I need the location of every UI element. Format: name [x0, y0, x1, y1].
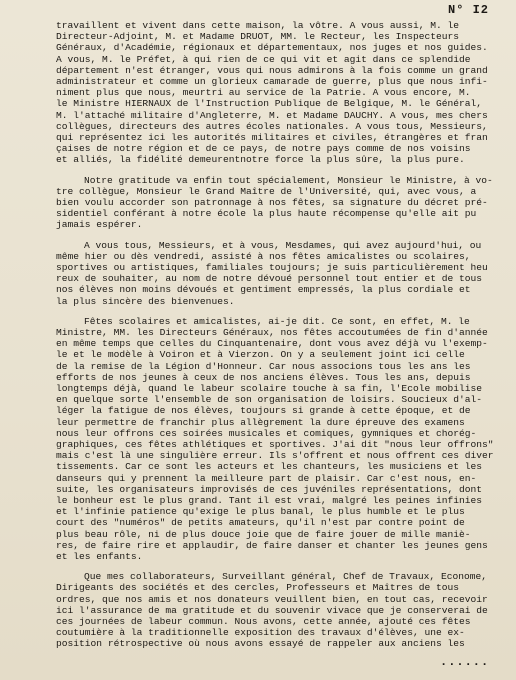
- text-line: en même temps que celles du Cinquantenaire, dont vous avez déjà vu l'exemp-: [56, 338, 488, 350]
- text-line: graphiques, ces fêtes athlétiques et sportives. J'ai dit "nous leur offrons": [56, 439, 494, 450]
- text-line: et l'infinie patience qu'exige le plus banal, le plus humble et le plus: [56, 506, 465, 518]
- text-line: reux de souhaiter, au nom de notre dévoué personnel tout entier et de tous: [56, 273, 483, 285]
- text-line: le bonheur est le plus grand. Tant il est vrai, malgré les peines infinies: [56, 495, 483, 506]
- text-line: suite, les organisateurs improvisés de ces juvéniles représentations, dont: [56, 483, 483, 495]
- text-line: tissements. Car ce sont les acteurs et les chanteurs, les musiciens et les: [56, 461, 483, 473]
- text-line: Dirigeants des sociétés et des cercles, Professeurs et Maîtres de tous: [56, 582, 460, 594]
- text-line: niment plus que nous, meurtri au service de la Patrie. A vous encore, M.: [56, 87, 471, 99]
- text-line: Ministre, MM. les Directeurs Généraux, nos fêtes accoutumées de fin d'année: [56, 327, 488, 338]
- text-line: département n'est étranger, vous qui nous admirons à la fois comme un grand: [56, 64, 488, 76]
- text-line: nos élèves non moins dévoués et gentiment empressés, la plus cordiale et: [56, 284, 471, 296]
- text-line: même hier ou dès vendredi, assisté à nos fêtes amicalistes ou scolaires,: [56, 250, 471, 262]
- text-line: de la remise de la Légion d'Honneur. Car nous associons tous les ans les: [56, 360, 471, 372]
- text-line: nous leur offrons ces soirées musicales et comiques, gymniques et chorég-: [56, 427, 477, 439]
- text-line: bien voulu accorder son patronnage à nos fêtes, sa signature du décret pré-: [56, 197, 488, 208]
- text-line: coutumière à la traditionnelle exposition des travaux d'élèves, une ex-: [56, 627, 465, 639]
- text-line: administrateur et comme un glorieux camarade de guerre, plus que nous infi-: [56, 76, 488, 87]
- text-line: et les enfants.: [56, 551, 143, 562]
- text-line: plus beau rôle, ni de plus douce joie que de faire jouer de mille maniè-: [56, 528, 471, 540]
- text-line: tre collègue, Monsieur le Grand Maître de l'Université, qui, avec vous, a: [56, 185, 477, 197]
- text-line: A vous tous, Messieurs, et à vous, Mesdames, qui avez aujourd'hui, ou: [84, 239, 482, 251]
- text-line: ici l'assurance de ma gratitude et du souvenir vivace que je conserverai de: [56, 604, 488, 616]
- text-line: sportives ou artistiques, familiales toujours; je suis particulièrement heu: [56, 262, 488, 273]
- text-line: Directeur-Adjoint, M. et Madame DRUOT, MM. le Recteur, les Inspecteurs: [56, 31, 460, 43]
- text-line: M. l'attaché militaire d'Angleterre, M. et Madame DAUCHY. A vous, mes chers: [56, 109, 488, 121]
- text-line: court des "numéros" de petits amateurs, qu'il n'est par contre point de: [56, 517, 465, 529]
- text-line: la plus sincère des bienvenues.: [56, 295, 235, 307]
- text-line: jamais espérer.: [56, 219, 143, 231]
- text-line: leur permettre de franchir plus allègrement la dure épreuve des examens: [56, 416, 465, 428]
- text-line: longtemps déjà, quand le labeur scolaire touche à sa fin, l'Ecole mobilise: [56, 383, 483, 394]
- text-line: Fêtes scolaires et amicalistes, ai-je dit. Ce sont, en effet, M. le: [84, 315, 470, 327]
- text-line: mais c'est là une singulière erreur. Ils s'offrent et nous offrent ces diver: [56, 450, 494, 462]
- text-line: ordres, que nos amis et nos donateurs veuillent bien, en tout cas, recevoir: [56, 593, 488, 605]
- text-line: en quelque sorte l'ensemble de son organisation de loisirs. Soucieux d'al-: [56, 394, 483, 406]
- text-line: sidentiel conférant à notre école la plus haute récompense qu'elle ait pu: [56, 208, 477, 220]
- text-line: collègues, directeurs des autres écoles nationales. A vous tous, Messieurs,: [56, 120, 488, 132]
- text-line: le Ministre HIERNAUX de l'Instruction Publique de Belgique, M. le Général,: [56, 98, 483, 110]
- text-line: Que mes collaborateurs, Surveillant général, Chef de Travaux, Econome,: [84, 571, 488, 583]
- page-number: N° I2: [448, 3, 490, 17]
- text-line: travaillent et vivent dans cette maison, la vôtre. A vous aussi, M. le: [56, 20, 460, 31]
- text-line: Notre gratitude va enfin tout spécialement, Monsieur le Ministre, à vo-: [84, 174, 493, 186]
- text-line: le et le modèle à Voiron et à Vierzon. On y a seulement joint ici celle: [56, 349, 465, 361]
- text-line: position rétrospective où nous avons essayé de rappeler aux anciens les: [56, 638, 465, 650]
- text-line: léger la fatigue de nos élèves, toujours si grande à cette époque, et de: [56, 405, 471, 417]
- text-line: çaises de notre région et de ce pays, de notre pays comme de nos voisins: [56, 143, 471, 155]
- text-line: res, de faire rire et applaudir, de faire danser et chanter les jeunes gens: [56, 539, 488, 551]
- text-line: et alliés, la fidélité demeurentnotre force la plus sûre, la plus pure.: [56, 154, 465, 166]
- text-line: efforts de nos jeunes à ceux de nos anciens élèves. Tous les ans, depuis: [56, 371, 471, 383]
- continuation-mark: ......: [440, 654, 490, 669]
- text-line: A vous, M. le Préfet, à qui rien de ce qui vit et agit dans ce splendide: [56, 53, 471, 65]
- text-line: Généraux, d'Académie, régionaux et départementaux, nos juges et nos guides.: [56, 42, 488, 54]
- text-line: ces journées de labeur commun. Nous avons, cette année, ajouté ces fêtes: [56, 616, 471, 627]
- text-line: qui représentez ici les autorités militaires et civiles, étrangères et fran: [56, 132, 488, 143]
- text-line: danseurs qui y prennent la meilleure part de plaisir. Car c'est nous, en-: [56, 472, 477, 484]
